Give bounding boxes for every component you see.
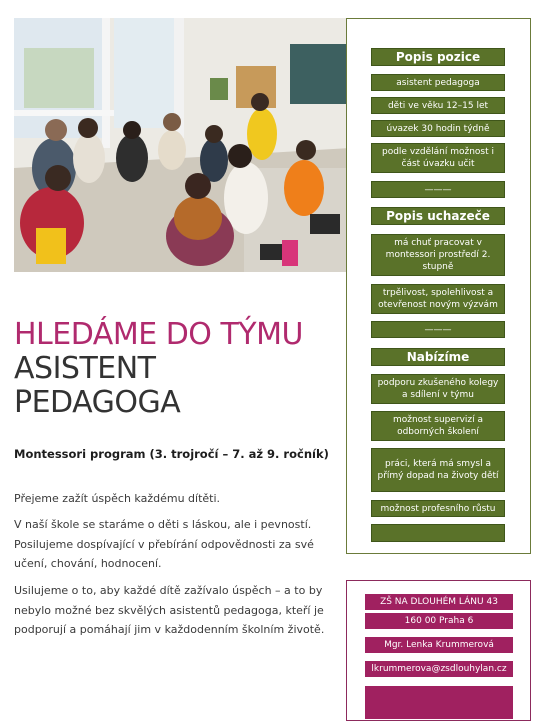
position-separator: ——— [371, 181, 505, 198]
contact-email[interactable]: lkrummerova@zsdlouhylan.cz [365, 661, 513, 677]
position-item: asistent pedagoga [371, 74, 505, 91]
assistants-paragraph: Usilujeme o to, aby každé dítě zažívalo úspěch – a to by nebylo možné bez skvělých asistentů pedagoga, kteří je podporují a pomáhají jim v každodenním školním životě. [14, 584, 325, 636]
offer-item: podporu zkušeného kolegy a sdílení v týmu [371, 374, 505, 404]
candidate-item: má chuť pracovat v montessori prostředí 2. stupně [371, 234, 505, 276]
headline-line-2: ASISTENT [14, 351, 156, 386]
school-address-city: 160 00 Praha 6 [365, 613, 513, 629]
position-item: děti ve věku 12–15 let [371, 97, 505, 114]
candidate-item: trpělivost, spolehlivost a otevřenost novým výzvám [371, 284, 505, 314]
offer-heading: Nabízíme [371, 348, 505, 366]
offer-item: možnost supervizí a odborných školení [371, 411, 505, 441]
position-heading: Popis pozice [371, 48, 505, 66]
offer-separator [371, 524, 505, 542]
contact-footer-block [365, 686, 513, 719]
offer-item: možnost profesního růstu [371, 500, 505, 517]
candidate-separator: ——— [371, 321, 505, 338]
classroom-photo [14, 18, 350, 272]
headline-line-1: HLEDÁME DO TÝMU [14, 317, 303, 352]
school-address-street: ZŠ NA DLOUHÉM LÁNU 43 [365, 594, 513, 610]
intro-paragraph: Přejeme zažít úspěch každému dítěti. [14, 492, 221, 505]
contact-person: Mgr. Lenka Krummerová [365, 637, 513, 653]
school-paragraph: V naší škole se staráme o děti s láskou, ale i pevností. Posilujeme dospívající v přebírání odpovědnosti za své učení, chování, hodnocení. [14, 518, 314, 570]
position-item: úvazek 30 hodin týdně [371, 120, 505, 137]
candidate-heading: Popis uchazeče [371, 207, 505, 225]
position-item: podle vzdělání možnost i část úvazku učit [371, 143, 505, 173]
headline-line-3: PEDAGOGA [14, 385, 181, 420]
program-subtitle: Montessori program (3. trojročí – 7. až 9. ročník) [14, 447, 329, 461]
offer-item: práci, která má smysl a přímý dopad na životy dětí [371, 448, 505, 492]
headline [14, 318, 344, 420]
